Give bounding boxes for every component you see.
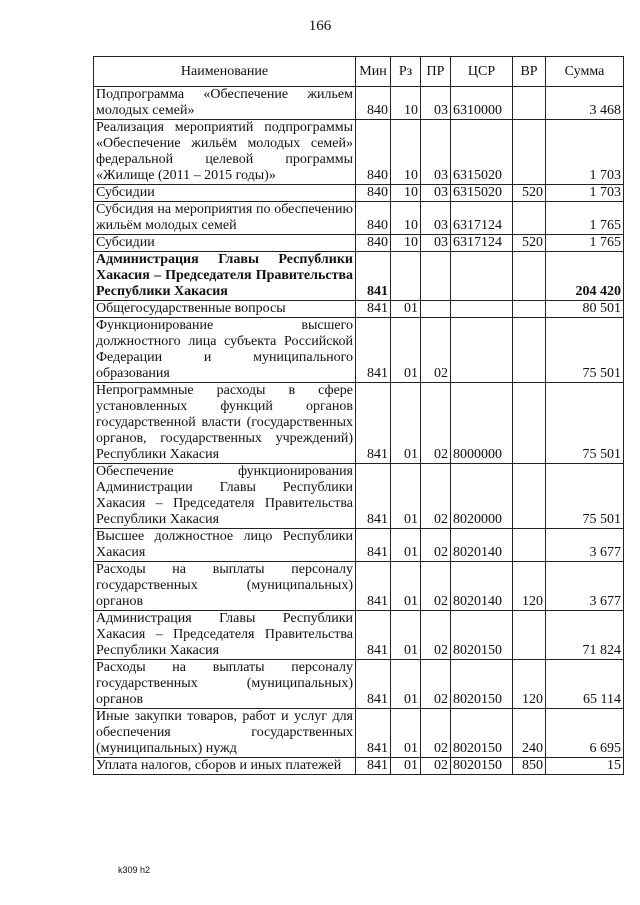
cell-name: Расходы на выплаты персоналу государственных (муниципальных) органов xyxy=(94,562,356,611)
cell-min: 840 xyxy=(356,120,391,185)
cell-pr: 02 xyxy=(421,318,451,383)
cell-sum: 1 765 xyxy=(546,235,624,252)
table-row xyxy=(94,383,624,464)
cell-min: 841 xyxy=(356,529,391,562)
cell-rz: 10 xyxy=(391,185,421,202)
cell-rz: 10 xyxy=(391,235,421,252)
cell-vr: 240 xyxy=(513,709,546,758)
cell-vr xyxy=(513,120,546,185)
header-pr: ПР xyxy=(421,57,451,87)
table-row xyxy=(94,758,624,775)
table-row xyxy=(94,202,624,235)
cell-vr xyxy=(513,202,546,235)
cell-vr: 120 xyxy=(513,660,546,709)
cell-rz: 01 xyxy=(391,611,421,660)
cell-csr: 6317124 xyxy=(451,235,513,252)
cell-name: Высшее должностное лицо Республики Хакасия xyxy=(94,529,356,562)
cell-name: Расходы на выплаты персоналу государственных (муниципальных) органов xyxy=(94,660,356,709)
table-row xyxy=(94,318,624,383)
cell-vr: 120 xyxy=(513,562,546,611)
cell-sum: 75 501 xyxy=(546,383,624,464)
cell-pr: 02 xyxy=(421,464,451,529)
cell-sum: 75 501 xyxy=(546,464,624,529)
cell-vr: 520 xyxy=(513,235,546,252)
cell-vr: 520 xyxy=(513,185,546,202)
cell-pr: 02 xyxy=(421,758,451,775)
cell-rz: 01 xyxy=(391,318,421,383)
cell-name: Непрограммные расходы в сфере установленных функций органов государственной власти (государственных органов, государственных учреждений) Республики Хакасия xyxy=(94,383,356,464)
cell-csr xyxy=(451,301,513,318)
cell-rz: 01 xyxy=(391,464,421,529)
cell-csr: 8020150 xyxy=(451,758,513,775)
cell-csr: 8020000 xyxy=(451,464,513,529)
cell-name: Уплата налогов, сборов и иных платежей xyxy=(94,758,356,775)
header-sum: Сумма xyxy=(546,57,624,87)
cell-pr: 02 xyxy=(421,660,451,709)
cell-pr xyxy=(421,301,451,318)
header-csr: ЦСР xyxy=(451,57,513,87)
cell-vr xyxy=(513,464,546,529)
table-row xyxy=(94,611,624,660)
cell-rz xyxy=(391,252,421,301)
table-row xyxy=(94,301,624,318)
cell-name: Общегосударственные вопросы xyxy=(94,301,356,318)
cell-sum: 204 420 xyxy=(546,252,624,301)
header-rz: Рз xyxy=(391,57,421,87)
cell-sum: 15 xyxy=(546,758,624,775)
cell-vr xyxy=(513,529,546,562)
cell-sum: 3 677 xyxy=(546,529,624,562)
cell-vr xyxy=(513,318,546,383)
cell-sum: 1 765 xyxy=(546,202,624,235)
cell-sum: 6 695 xyxy=(546,709,624,758)
cell-sum: 3 468 xyxy=(546,87,624,120)
cell-pr: 03 xyxy=(421,202,451,235)
table-row xyxy=(94,252,624,301)
cell-rz: 01 xyxy=(391,301,421,318)
cell-sum: 3 677 xyxy=(546,562,624,611)
cell-sum: 80 501 xyxy=(546,301,624,318)
cell-csr: 6310000 xyxy=(451,87,513,120)
table-row xyxy=(94,709,624,758)
table-row xyxy=(94,660,624,709)
cell-min: 841 xyxy=(356,252,391,301)
cell-min: 841 xyxy=(356,301,391,318)
cell-sum: 1 703 xyxy=(546,185,624,202)
table-row xyxy=(94,87,624,120)
header-vr: ВР xyxy=(513,57,546,87)
cell-vr xyxy=(513,301,546,318)
cell-min: 841 xyxy=(356,611,391,660)
budget-table xyxy=(93,56,624,775)
cell-min: 841 xyxy=(356,383,391,464)
cell-sum: 75 501 xyxy=(546,318,624,383)
cell-min: 840 xyxy=(356,202,391,235)
cell-csr xyxy=(451,318,513,383)
cell-csr xyxy=(451,252,513,301)
cell-name: Субсидия на мероприятия по обеспечению жильём молодых семей xyxy=(94,202,356,235)
cell-rz: 01 xyxy=(391,758,421,775)
cell-name: Субсидии xyxy=(94,235,356,252)
footer-code: k309 h2 xyxy=(118,865,151,875)
cell-min: 841 xyxy=(356,464,391,529)
cell-pr: 03 xyxy=(421,235,451,252)
cell-vr: 850 xyxy=(513,758,546,775)
cell-name: Функционирование высшего должностного лица субъекта Российской Федерации и муниципального образования xyxy=(94,318,356,383)
table-row xyxy=(94,235,624,252)
cell-csr: 8020150 xyxy=(451,660,513,709)
cell-min: 840 xyxy=(356,185,391,202)
table-body xyxy=(94,87,624,775)
cell-name: Подпрограмма «Обеспечение жильем молодых семей» xyxy=(94,87,356,120)
table-row xyxy=(94,464,624,529)
cell-rz: 01 xyxy=(391,709,421,758)
cell-csr: 6317124 xyxy=(451,202,513,235)
cell-name: Субсидии xyxy=(94,185,356,202)
cell-min: 841 xyxy=(356,562,391,611)
cell-name: Реализация мероприятий подпрограммы «Обеспечение жильём молодых семей» федеральной целевой программы «Жилище (2011 – 2015 годы)» xyxy=(94,120,356,185)
cell-name: Администрация Главы Республики Хакасия – Председателя Правительства Республики Хакасия xyxy=(94,252,356,301)
cell-sum: 71 824 xyxy=(546,611,624,660)
cell-min: 841 xyxy=(356,660,391,709)
cell-pr: 02 xyxy=(421,529,451,562)
cell-name: Иные закупки товаров, работ и услуг для обеспечения государственных (муниципальных) нужд xyxy=(94,709,356,758)
cell-pr xyxy=(421,252,451,301)
cell-csr: 8020150 xyxy=(451,611,513,660)
cell-csr: 6315020 xyxy=(451,120,513,185)
cell-csr: 8000000 xyxy=(451,383,513,464)
table-row xyxy=(94,562,624,611)
cell-vr xyxy=(513,252,546,301)
cell-rz: 10 xyxy=(391,87,421,120)
cell-rz: 01 xyxy=(391,562,421,611)
cell-csr: 8020140 xyxy=(451,562,513,611)
cell-name: Администрация Главы Республики Хакасия – Председателя Правительства Республики Хакасия xyxy=(94,611,356,660)
header-name: Наименование xyxy=(94,57,356,87)
table-row xyxy=(94,185,624,202)
cell-pr: 02 xyxy=(421,383,451,464)
cell-vr xyxy=(513,383,546,464)
table-header-row xyxy=(94,57,624,87)
header-min: Мин xyxy=(356,57,391,87)
cell-vr xyxy=(513,611,546,660)
cell-pr: 02 xyxy=(421,611,451,660)
cell-name: Обеспечение функционирования Администрации Главы Республики Хакасия – Председателя Правительства Республики Хакасия xyxy=(94,464,356,529)
cell-pr: 03 xyxy=(421,120,451,185)
cell-csr: 6315020 xyxy=(451,185,513,202)
cell-min: 840 xyxy=(356,235,391,252)
cell-rz: 01 xyxy=(391,660,421,709)
cell-rz: 10 xyxy=(391,120,421,185)
cell-pr: 02 xyxy=(421,709,451,758)
cell-min: 841 xyxy=(356,318,391,383)
cell-min: 840 xyxy=(356,87,391,120)
cell-pr: 03 xyxy=(421,185,451,202)
cell-sum: 65 114 xyxy=(546,660,624,709)
cell-min: 841 xyxy=(356,709,391,758)
cell-pr: 02 xyxy=(421,562,451,611)
page-number: 166 xyxy=(308,18,332,34)
cell-vr xyxy=(513,87,546,120)
cell-csr: 8020150 xyxy=(451,709,513,758)
cell-pr: 03 xyxy=(421,87,451,120)
table-row xyxy=(94,120,624,185)
cell-rz: 01 xyxy=(391,383,421,464)
table-row xyxy=(94,529,624,562)
cell-csr: 8020140 xyxy=(451,529,513,562)
cell-rz: 10 xyxy=(391,202,421,235)
cell-min: 841 xyxy=(356,758,391,775)
cell-rz: 01 xyxy=(391,529,421,562)
cell-sum: 1 703 xyxy=(546,120,624,185)
